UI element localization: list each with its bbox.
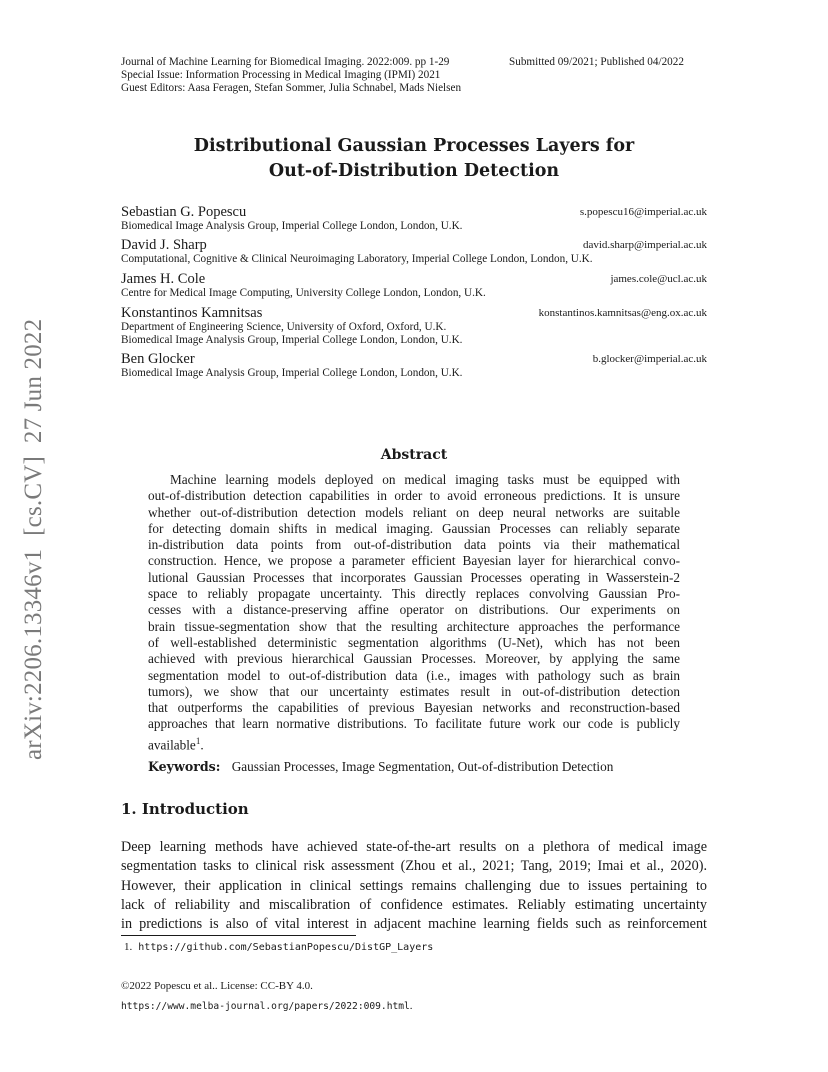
copyright-line: ©2022 Popescu et al.. License: CC-BY 4.0. bbox=[121, 980, 313, 992]
author-email[interactable]: james.cole@ucl.ac.uk bbox=[610, 273, 707, 285]
abstract-line: construction. Hence, we propose a parameter efficient Bayesian layer for hierarchical convo- bbox=[148, 553, 680, 569]
abstract-line: Machine learning models deployed on medical imaging tasks must be equipped with bbox=[170, 472, 680, 487]
author-list bbox=[121, 204, 707, 384]
abstract-line: of well-established deterministic segmentation algorithms (U-Net), which has not been bbox=[148, 634, 680, 650]
submission-dates: Submitted 09/2021; Published 04/2022 bbox=[509, 56, 684, 68]
body-line: in predictions is also of vital interest in adjacent machine learning fields such as reinforcement bbox=[121, 916, 707, 933]
keywords-text: Gaussian Processes, Image Segmentation, Out-of-distribution Detection bbox=[231, 759, 614, 774]
abstract-line: tumors), we show that our uncertainty estimates result in out-of-distribution detection bbox=[148, 683, 680, 699]
footnote-url[interactable]: https://github.com/SebastianPopescu/DistGP_Layers bbox=[138, 942, 434, 953]
abstract-line: achieved with previous hierarchical Gaussian Processes. Moreover, by applying the same bbox=[148, 651, 680, 667]
article-url[interactable]: https://www.melba-journal.org/papers/2022:009.html bbox=[121, 1001, 410, 1012]
author-email[interactable]: david.sharp@imperial.ac.uk bbox=[582, 239, 707, 251]
author-email[interactable]: konstantinos.kamnitsas@eng.ox.ac.uk bbox=[538, 307, 707, 319]
author-block bbox=[121, 305, 707, 351]
abstract-heading: Abstract bbox=[380, 447, 448, 463]
section-heading: 1. Introduction bbox=[121, 800, 249, 818]
footnote-mark[interactable]: 1 bbox=[195, 735, 201, 746]
author-block bbox=[121, 237, 707, 271]
intro-paragraph bbox=[121, 838, 707, 934]
abstract-line: in-distribution data points from out-of-distribution data points via their mathematical bbox=[148, 537, 680, 553]
abstract-line: out-of-distribution detection capabilities in order to avoid erroneous predictions. It is unsure bbox=[148, 488, 680, 504]
keywords-label: Keywords: bbox=[148, 759, 221, 774]
guest-editors: Guest Editors: Aasa Feragen, Stefan Sommer, Julia Schnabel, Mads Nielsen bbox=[121, 82, 462, 94]
author-affiliation: Computational, Cognitive & Clinical Neuroimaging Laboratory, Imperial College London, London, U.K. bbox=[121, 253, 593, 265]
author-affiliation: Biomedical Image Analysis Group, Imperial College London, London, U.K. bbox=[121, 334, 463, 346]
author-block bbox=[121, 204, 707, 237]
abstract-line: available bbox=[148, 737, 196, 753]
author-name: Konstantinos Kamnitsas bbox=[121, 305, 263, 321]
abstract-line: segmentation model to out-of-distribution data (i.e., images with pathology such as brain bbox=[148, 667, 680, 683]
abstract-line: cesses with a distance-preserving affine operator on distributions. Our experiments on bbox=[148, 602, 680, 618]
author-name: David J. Sharp bbox=[121, 237, 207, 253]
article-url-period: . bbox=[409, 1000, 413, 1012]
author-affiliation: Centre for Medical Image Computing, University College London, London, U.K. bbox=[121, 287, 486, 299]
abstract-line: that outperforms the capabilities of previous Bayesian networks and reconstruction-based bbox=[148, 700, 680, 716]
author-affiliation: Department of Engineering Science, University of Oxford, Oxford, U.K. bbox=[121, 321, 447, 333]
article-url-line bbox=[121, 994, 413, 1013]
abstract-line: space to reliably propagate uncertainty. This directly replaces convolving Gaussian Pro- bbox=[148, 586, 680, 602]
abstract-period: . bbox=[200, 737, 204, 753]
abstract-line: for detecting domain shifts in medical imaging. Gaussian Processes can reliably separate bbox=[148, 520, 680, 536]
arxiv-stamp: arXiv:2206.13346v1 [cs.CV] 27 Jun 2022 bbox=[20, 318, 47, 760]
author-block bbox=[121, 271, 707, 305]
author-name: Ben Glocker bbox=[121, 351, 195, 367]
body-line: lack of reliability and miscalibration of confidence estimates. Reliably estimating uncertainty bbox=[121, 896, 707, 913]
abstract-body bbox=[148, 472, 680, 753]
keywords bbox=[148, 759, 613, 775]
abstract-line: brain tissue-segmentation show that the resulting architecture approaches the performance bbox=[148, 618, 680, 634]
body-line: segmentation tasks to clinical risk assessment (Zhou et al., 2021; Tang, 2019; Imai et al., 2020). bbox=[121, 858, 707, 875]
abstract-line: whether out-of-distribution detection models reliant on deep neural networks are suitable bbox=[148, 504, 680, 520]
abstract-last-line bbox=[148, 733, 680, 754]
title-line-1: Distributional Gaussian Processes Layers for bbox=[193, 136, 635, 156]
footnote-rule bbox=[121, 935, 356, 936]
paper-title bbox=[121, 134, 707, 184]
special-issue: Special Issue: Information Processing in Medical Imaging (IPMI) 2021 bbox=[121, 69, 441, 81]
author-email[interactable]: b.glocker@imperial.ac.uk bbox=[592, 353, 707, 365]
abstract-line: approaches that learn normative distributions. To facilitate future work our code is publicly bbox=[148, 716, 680, 732]
abstract-line: lutional Gaussian Processes that incorporates Gaussian Processes operating in Wasserstein-2 bbox=[148, 569, 680, 585]
body-line: Deep learning methods have achieved state-of-the-art results on a plethora of medical image bbox=[121, 839, 707, 855]
author-affiliation: Biomedical Image Analysis Group, Imperial College London, London, U.K. bbox=[121, 220, 463, 232]
journal-line: Journal of Machine Learning for Biomedical Imaging. 2022:009. pp 1-29 bbox=[121, 56, 450, 68]
author-block bbox=[121, 351, 707, 384]
body-line: However, their application in clinical settings remains challenging due to issues pertaining to bbox=[121, 877, 707, 894]
author-email[interactable]: s.popescu16@imperial.ac.uk bbox=[579, 206, 707, 218]
footnote-number: 1. bbox=[124, 941, 133, 953]
author-name: James H. Cole bbox=[121, 271, 206, 287]
author-affiliation: Biomedical Image Analysis Group, Imperial College London, London, U.K. bbox=[121, 367, 463, 379]
title-line-2: Out-of-Distribution Detection bbox=[268, 161, 560, 181]
footnote bbox=[124, 941, 433, 953]
author-name: Sebastian G. Popescu bbox=[121, 204, 247, 220]
